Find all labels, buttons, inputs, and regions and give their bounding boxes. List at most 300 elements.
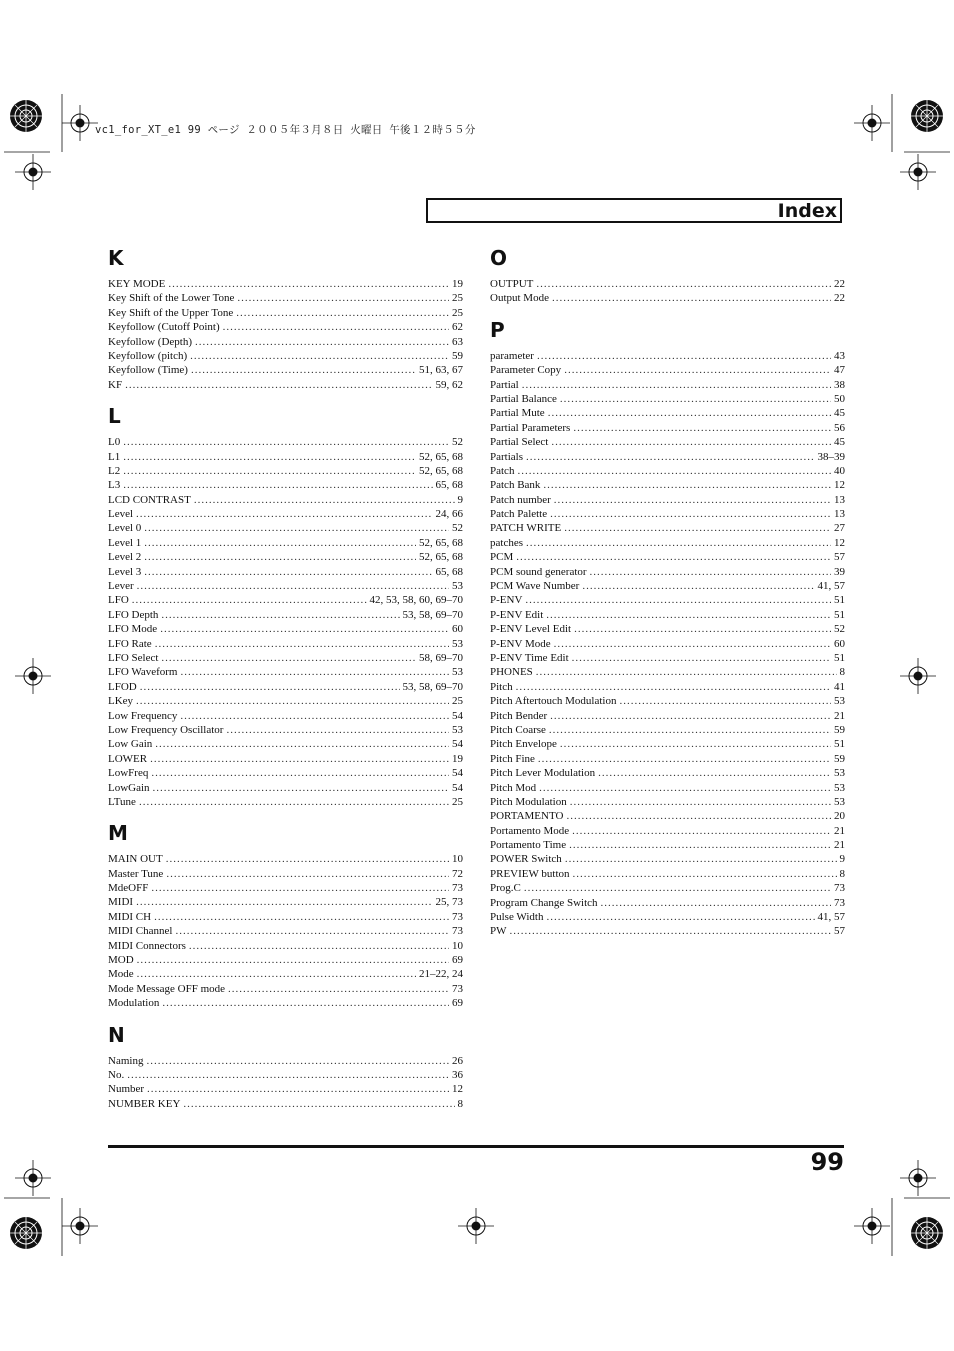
index-page-refs: 12 (452, 1083, 463, 1096)
index-page-refs: 25, 73 (435, 896, 463, 909)
registration-target-bottom-center (458, 1208, 494, 1244)
dot-leader (554, 637, 831, 651)
index-entry (490, 867, 845, 881)
dot-leader (144, 521, 449, 535)
index-term: Level (108, 508, 134, 521)
index-letter-heading: O (490, 246, 508, 270)
registration-target-left-lower (15, 1160, 51, 1196)
index-term: Pulse Width (490, 911, 544, 924)
index-page-refs: 73 (452, 982, 463, 995)
index-page-refs: 27 (834, 522, 845, 535)
index-term: PCM Wave Number (490, 580, 580, 593)
index-page-refs: 50 (834, 392, 845, 405)
dot-leader (144, 536, 416, 550)
index-term: Portamento Mode (490, 824, 570, 837)
index-term: Patch Bank (490, 479, 541, 492)
dot-leader (619, 694, 831, 708)
dot-leader (223, 320, 449, 334)
index-term: MIDI CH (108, 910, 152, 923)
index-term: Program Change Switch (490, 896, 598, 909)
dot-leader (190, 349, 449, 363)
dot-leader (548, 406, 831, 420)
sunburst-mark-top-left (10, 100, 42, 132)
index-page-refs: 25 (452, 795, 463, 808)
index-page-refs: 22 (834, 278, 845, 290)
index-page-refs: 8 (457, 1097, 463, 1110)
index-entry (108, 795, 463, 809)
index-page-refs: 41 (834, 680, 845, 693)
index-term: Low Gain (108, 738, 153, 751)
index-entry (108, 277, 463, 291)
dot-leader (140, 680, 400, 694)
index-page-refs: 52, 65, 68 (419, 551, 463, 564)
dot-leader (127, 1068, 449, 1082)
index-entry (108, 637, 463, 651)
index-page-refs: 60 (834, 637, 845, 650)
index-term: LFO Mode (108, 623, 158, 636)
registration-target-left-upper (15, 154, 51, 190)
dot-leader (136, 895, 432, 909)
index-term: MAIN OUT (108, 853, 163, 866)
index-entry (108, 349, 463, 363)
index-term: Partial Balance (490, 392, 557, 405)
index-entry (108, 478, 463, 492)
registration-target-bottom-right (854, 1208, 890, 1244)
dot-leader (601, 896, 831, 910)
index-term: OUTPUT (490, 278, 534, 290)
index-term: Pitch Mod (490, 781, 537, 794)
dot-leader (150, 752, 449, 766)
index-term: Master Tune (108, 867, 164, 880)
dot-leader (183, 1097, 454, 1111)
index-entry (108, 507, 463, 521)
index-term: PHONES (490, 666, 533, 679)
dot-leader (153, 781, 449, 795)
dot-leader (554, 493, 831, 507)
dot-leader (166, 852, 449, 866)
index-entry (490, 593, 845, 607)
dot-leader (123, 464, 416, 478)
index-entry (108, 852, 463, 866)
index-page-refs: 47 (834, 364, 845, 377)
index-page-refs: 54 (452, 738, 463, 751)
index-page-refs: 59 (834, 723, 845, 736)
index-term: PATCH WRITE (490, 522, 562, 535)
index-page-refs: 54 (452, 781, 463, 794)
index-term: Parameter Copy (490, 364, 562, 377)
index-page-refs: 52, 65, 68 (419, 464, 463, 477)
index-page-refs: 58, 69–70 (419, 651, 463, 664)
index-entry (108, 723, 463, 737)
index-term: Keyfollow (Cutoff Point) (108, 321, 220, 334)
index-term: Pitch (490, 680, 513, 693)
dot-leader (539, 781, 831, 795)
index-entry (490, 651, 845, 665)
index-page-refs: 60 (452, 623, 463, 636)
index-page-refs: 41, 57 (817, 580, 845, 593)
index-term: Prog.C (490, 882, 521, 895)
index-entry (490, 622, 845, 636)
dot-leader (166, 867, 449, 881)
index-term: PCM (490, 551, 514, 564)
index-term: Patch (490, 464, 515, 477)
dot-leader (144, 550, 416, 564)
index-term: L0 (108, 436, 121, 449)
index-letter-heading: N (108, 1022, 125, 1047)
index-term: Patch Palette (490, 508, 548, 521)
index-entry (108, 665, 463, 679)
dot-leader (237, 291, 449, 305)
index-letter-heading: M (108, 821, 128, 846)
dot-leader (236, 306, 449, 320)
index-entry (490, 910, 845, 924)
index-entry (490, 277, 845, 291)
index-entry (490, 421, 845, 435)
index-term: LowGain (108, 781, 150, 794)
index-page-refs: 59, 62 (435, 378, 463, 391)
index-term: Level 1 (108, 536, 142, 549)
dot-leader (123, 478, 432, 492)
dot-leader (510, 924, 832, 938)
index-entry (490, 363, 845, 377)
index-page-refs: 8 (839, 867, 845, 880)
index-term: L1 (108, 450, 121, 463)
index-term: Keyfollow (Depth) (108, 335, 193, 348)
index-page-refs: 52 (834, 623, 845, 636)
dot-leader (168, 277, 449, 291)
index-entry (490, 881, 845, 895)
index-page-refs: 38–39 (817, 450, 845, 463)
index-term: Partial Parameters (490, 421, 571, 434)
index-page-refs: 51 (834, 738, 845, 751)
index-term: Keyfollow (Time) (108, 364, 188, 377)
index-term: Patch number (490, 493, 551, 506)
dot-leader (574, 622, 831, 636)
index-page-refs: 41, 57 (817, 911, 845, 924)
dot-leader (550, 507, 831, 521)
index-entry (108, 881, 463, 895)
index-page-refs: 52 (452, 522, 463, 535)
dot-leader (546, 608, 831, 622)
index-entry (490, 766, 845, 780)
index-entry (108, 982, 463, 996)
index-page-refs: 21–22, 24 (419, 968, 463, 981)
index-page-refs: 53 (452, 637, 463, 650)
dot-leader (136, 507, 432, 521)
dot-leader (526, 450, 815, 464)
index-term: Pitch Coarse (490, 723, 546, 736)
index-term: P-ENV Time Edit (490, 651, 569, 664)
index-page-refs: 12 (834, 479, 845, 492)
index-entry (490, 521, 845, 535)
index-page-refs: 53 (834, 695, 845, 708)
index-entry (108, 967, 463, 981)
index-entry (490, 852, 845, 866)
index-entry (108, 996, 463, 1010)
index-term: P-ENV Edit (490, 608, 544, 621)
index-term: LFO Waveform (108, 666, 178, 679)
index-page-refs: 51 (834, 594, 845, 607)
index-term: PREVIEW button (490, 867, 570, 880)
index-term: PCM sound generator (490, 565, 587, 578)
index-term: LTune (108, 795, 136, 808)
index-entry (108, 924, 463, 938)
dot-leader (552, 291, 831, 305)
index-term: Pitch Modulation (490, 795, 567, 808)
index-entry (108, 910, 463, 924)
dot-leader (137, 967, 416, 981)
index-term: Partial Select (490, 436, 549, 449)
index-page-refs: 65, 68 (435, 565, 463, 578)
index-page-refs: 43 (834, 349, 845, 362)
index-entry (490, 665, 845, 679)
index-page-refs: 73 (452, 910, 463, 923)
index-entry (490, 349, 845, 363)
index-entry (490, 680, 845, 694)
index-entry (108, 781, 463, 795)
dot-leader (566, 809, 831, 823)
index-term: Output Mode (490, 292, 549, 305)
dot-leader (543, 478, 831, 492)
dot-leader (191, 363, 416, 377)
index-page-refs: 53 (452, 666, 463, 679)
dot-leader (590, 565, 831, 579)
index-page-refs: 53, 58, 69–70 (402, 680, 463, 693)
index-page-refs: 21 (834, 824, 845, 837)
dot-leader (147, 1082, 449, 1096)
registration-target-left-middle (15, 658, 51, 694)
index-page-refs: 9 (457, 493, 463, 506)
index-page-refs: 53 (834, 795, 845, 808)
index-term: KEY MODE (108, 278, 166, 290)
index-page-refs: 21 (834, 839, 845, 852)
index-page-refs: 25 (452, 292, 463, 305)
index-entry (490, 579, 845, 593)
index-entry (490, 464, 845, 478)
dot-leader (525, 593, 831, 607)
index-term: POWER Switch (490, 853, 562, 866)
index-entry (490, 781, 845, 795)
index-term: LKey (108, 695, 134, 708)
index-term: NUMBER KEY (108, 1097, 181, 1110)
print-header: vc1_for_XT_e1 99 ページ ２００５年３月８日 火曜日 午後１２時５５分 (95, 124, 476, 136)
dot-leader (526, 536, 831, 550)
index-page-refs: 40 (834, 464, 845, 477)
index-letter-heading: L (108, 404, 121, 429)
index-page-refs: 8 (839, 666, 845, 679)
dot-leader (161, 651, 416, 665)
index-entry (108, 694, 463, 708)
registration-target-top-left (62, 105, 98, 141)
index-entry (108, 363, 463, 377)
index-entry (490, 824, 845, 838)
index-entry (490, 536, 845, 550)
dot-leader (161, 608, 399, 622)
index-term: Low Frequency Oscillator (108, 723, 224, 736)
index-entry (108, 450, 463, 464)
index-column-left (108, 246, 463, 1111)
index-page-refs: 54 (452, 709, 463, 722)
index-entry (490, 493, 845, 507)
index-entry (108, 608, 463, 622)
index-term: MOD (108, 954, 134, 967)
index-term: Low Frequency (108, 709, 178, 722)
index-page-refs: 42, 53, 58, 60, 69–70 (369, 594, 463, 607)
index-term: KF (108, 378, 123, 391)
index-entry (490, 507, 845, 521)
index-term: Pitch Aftertouch Modulation (490, 695, 617, 708)
index-page-refs: 25 (452, 306, 463, 319)
index-page-refs: 51 (834, 608, 845, 621)
dot-leader (139, 795, 449, 809)
index-page-refs: 73 (452, 882, 463, 895)
dot-leader (123, 450, 416, 464)
index-page-refs: 10 (452, 939, 463, 952)
index-page-refs: 13 (834, 493, 845, 506)
dot-leader (564, 521, 831, 535)
dot-leader (151, 766, 449, 780)
index-term: Partials (490, 450, 523, 463)
index-letter-heading: P (490, 317, 505, 342)
index-entry (108, 521, 463, 535)
index-page-refs: 53 (452, 723, 463, 736)
index-page-refs: 72 (452, 867, 463, 880)
dot-leader (132, 593, 367, 607)
section-title-box (426, 198, 842, 223)
index-term: Partial (490, 378, 519, 391)
dot-leader (549, 723, 831, 737)
index-entry (108, 536, 463, 550)
index-entry (108, 378, 463, 392)
index-term: Naming (108, 1054, 144, 1067)
index-page-refs: 54 (452, 767, 463, 780)
index-page-refs: 53 (834, 767, 845, 780)
index-page-refs: 53 (834, 781, 845, 794)
index-page-refs: 9 (839, 853, 845, 866)
index-entry (490, 737, 845, 751)
registration-target-right-middle (900, 658, 936, 694)
index-page-refs: 73 (834, 896, 845, 909)
dot-leader (573, 421, 831, 435)
index-page-refs: 53, 58, 69–70 (402, 608, 463, 621)
index-term: Mode (108, 968, 134, 981)
index-entry (108, 550, 463, 564)
index-entry (108, 435, 463, 449)
dot-leader (155, 637, 449, 651)
index-term: Pitch Bender (490, 709, 548, 722)
index-term: L3 (108, 479, 121, 492)
sunburst-mark-top-right (911, 100, 943, 132)
dot-leader (546, 910, 814, 924)
index-entry (490, 392, 845, 406)
index-term: Pitch Lever Modulation (490, 767, 596, 780)
dot-leader (560, 392, 831, 406)
index-page-refs: 21 (834, 709, 845, 722)
index-entry (490, 550, 845, 564)
index-entry (108, 709, 463, 723)
index-page-refs: 53 (452, 580, 463, 593)
index-entry (490, 896, 845, 910)
index-term: P-ENV Level Edit (490, 623, 572, 636)
index-term: PORTAMENTO (490, 810, 564, 823)
section-title: Index (777, 200, 837, 222)
index-page-refs: 57 (834, 551, 845, 564)
index-page-refs: 52, 65, 68 (419, 536, 463, 549)
index-entry (490, 752, 845, 766)
sunburst-mark-bottom-right (911, 1217, 943, 1249)
index-page-refs: 73 (452, 925, 463, 938)
footer-rule (108, 1145, 844, 1148)
dot-leader (195, 335, 449, 349)
registration-target-right-upper (900, 154, 936, 190)
index-entry (108, 953, 463, 967)
index-page-refs: 26 (452, 1054, 463, 1067)
index-term: Partial Mute (490, 407, 545, 420)
index-entry (490, 924, 845, 938)
dot-leader (175, 924, 449, 938)
dot-leader (137, 579, 449, 593)
index-term: Pitch Fine (490, 752, 535, 765)
dot-leader (162, 996, 449, 1010)
index-term: LFO Depth (108, 608, 159, 621)
index-term: LFO Rate (108, 637, 152, 650)
dot-leader (564, 363, 831, 377)
index-term: LCD CONTRAST (108, 493, 191, 506)
index-entry (108, 680, 463, 694)
dot-leader (516, 550, 831, 564)
index-term: Mode Message OFF mode (108, 982, 226, 995)
index-entry (108, 651, 463, 665)
index-entry (490, 478, 845, 492)
index-entry (490, 694, 845, 708)
index-page-refs: 69 (452, 954, 463, 967)
dot-leader (560, 737, 831, 751)
dot-leader (226, 723, 449, 737)
dot-leader (573, 867, 837, 881)
index-entry (108, 291, 463, 305)
index-term: Pitch Envelope (490, 738, 557, 751)
index-page-refs: 22 (834, 292, 845, 305)
index-term: L2 (108, 464, 121, 477)
index-term: Level 2 (108, 551, 142, 564)
index-entry (108, 593, 463, 607)
index-page-refs: 24, 66 (435, 508, 463, 521)
index-entry (108, 895, 463, 909)
index-entry (108, 1082, 463, 1096)
index-term: Lever (108, 580, 134, 593)
index-entry (490, 637, 845, 651)
sunburst-mark-bottom-left (10, 1217, 42, 1249)
index-page-refs: 19 (452, 278, 463, 290)
dot-leader (582, 579, 814, 593)
index-entry (490, 838, 845, 852)
index-entry (108, 320, 463, 334)
index-entry (108, 737, 463, 751)
index-term: P-ENV Mode (490, 637, 551, 650)
index-term: MIDI Connectors (108, 939, 186, 952)
index-term: parameter (490, 349, 534, 362)
index-entry (490, 608, 845, 622)
dot-leader (228, 982, 449, 996)
index-term: Portamento Time (490, 839, 567, 852)
dot-leader (160, 622, 449, 636)
dot-leader (524, 881, 831, 895)
index-page-refs: 63 (452, 335, 463, 348)
index-page-refs: 38 (834, 378, 845, 391)
dot-leader (522, 378, 831, 392)
index-page-refs: 69 (452, 997, 463, 1010)
index-term: No. (108, 1068, 125, 1081)
